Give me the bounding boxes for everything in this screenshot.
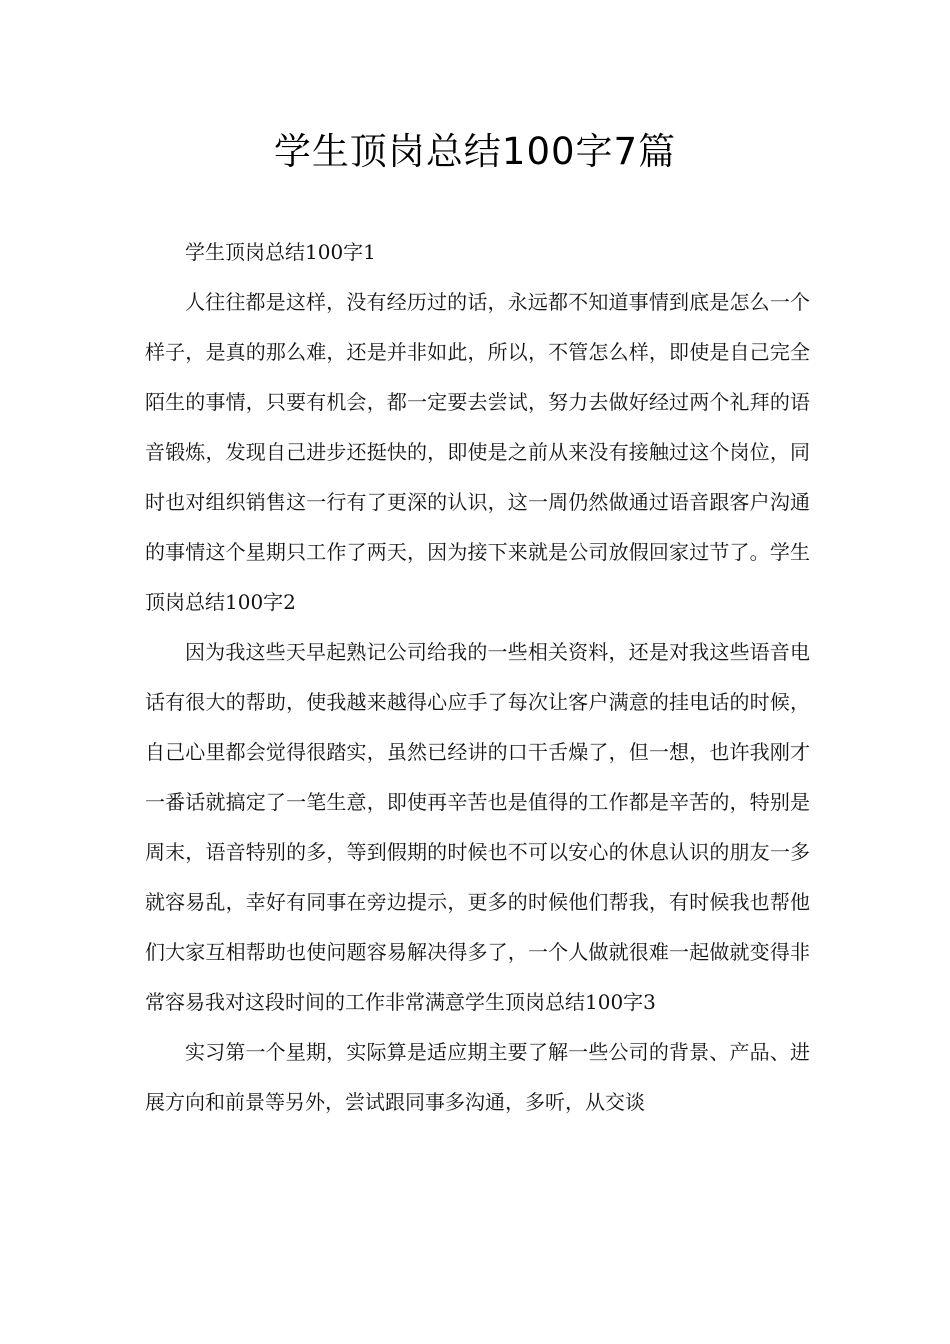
document-body	[145, 227, 810, 1127]
document-title: 学生顶岗总结100字7篇	[273, 130, 677, 173]
paragraph-3: 实习第一个星期，实际算是适应期主要了解一些公司的背景、产品、进展方向和前景等另外，尝试跟同事多沟通，多听，从交谈	[145, 1040, 810, 1114]
section-heading-1: 学生顶岗总结100字1	[185, 240, 376, 264]
paragraph-2: 因为我这些天早起熟记公司给我的一些相关资料，还是对我这些语音电话有很大的帮助，使我越来越得心应手了每次让客户满意的挂电话的时候，自己心里都会觉得很踏实，虽然已经讲的口干舌燥了，但一想，也许我刚才一番话就搞定了一笔生意，即使再辛苦也是值得的工作都是辛苦的，特别是周末，语音特别的多，等到假期的时候也不可以安心的休息认识的朋友一多就容易乱，幸好有同事在旁边提示，更多的时候他们帮我，有时候我也帮他们大家互相帮助也使问题容易解决得多了，一个人做就很难一起做就变得非常容易我对这段时间的工作非常满意学生顶岗总结100字3	[145, 640, 810, 1014]
paragraph-1: 人往往都是这样，没有经历过的话，永远都不知道事情到底是怎么一个样子，是真的那么难，还是并非如此，所以，不管怎么样，即使是自己完全陌生的事情，只要有机会，都一定要去尝试，努力去做好经过两个礼拜的语音锻炼，发现自己进步还挺快的，即使是之前从来没有接触过这个岗位，同时也对组织销售这一行有了更深的认识，这一周仍然做通过语音跟客户沟通的事情这个星期只工作了两天，因为接下来就是公司放假回家过节了。学生顶岗总结100字2	[145, 290, 810, 614]
